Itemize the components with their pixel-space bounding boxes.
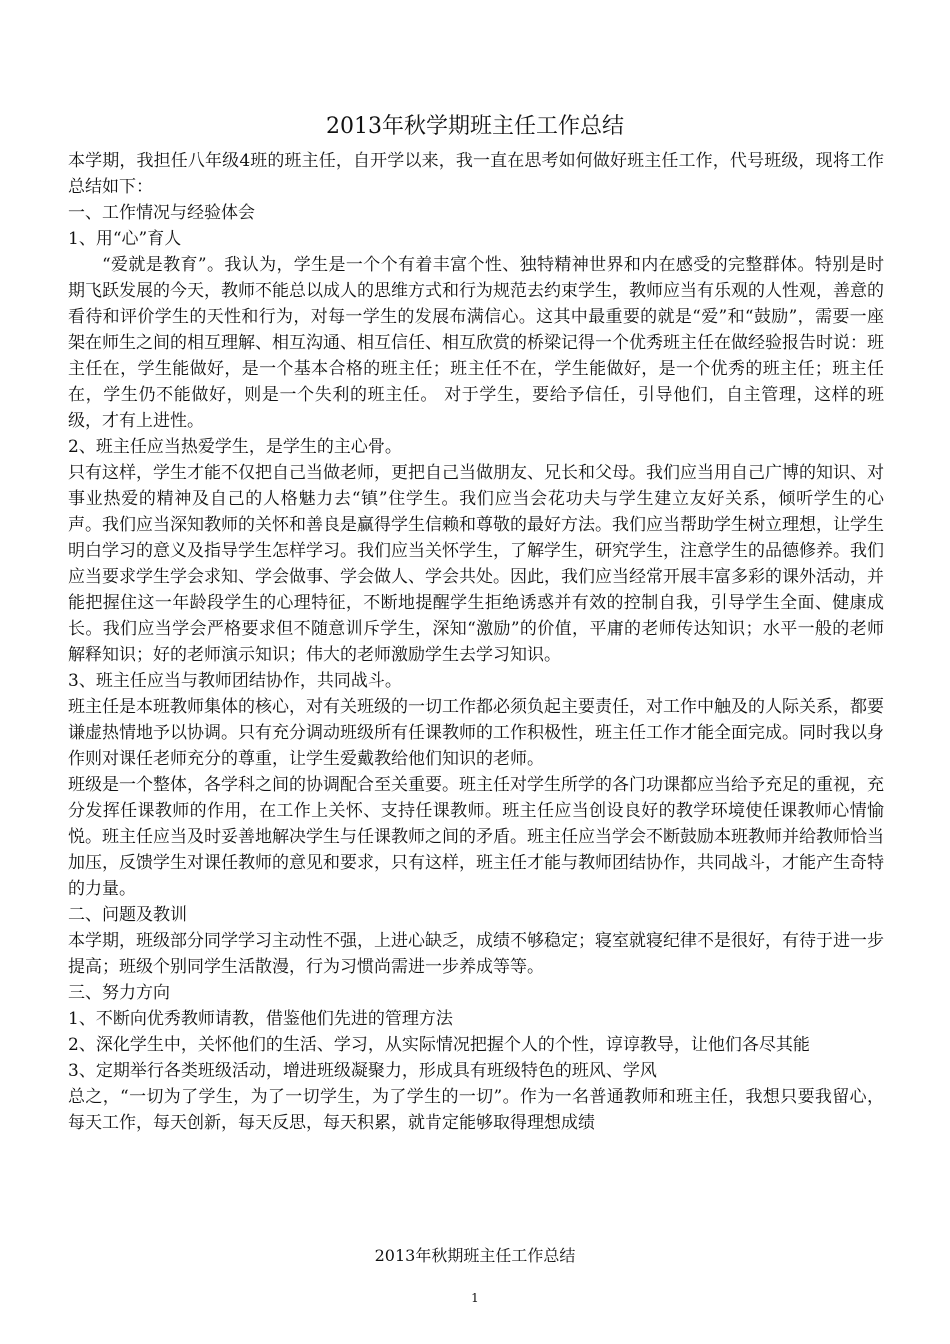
- conclusion-paragraph: 总之，“一切为了学生，为了一切学生，为了学生的一切”。作为一名普通教师和班主任，我想只要我留心，每天工作，每天创新，每天反思，每天积累，就肯定能够取得理想成绩: [68, 1087, 884, 1133]
- direction-item-1: 1、不断向优秀教师请教，借鉴他们先进的管理方法: [68, 1009, 453, 1029]
- section-heading-1: 一、工作情况与经验体会: [68, 203, 255, 223]
- body-paragraph-teacher-core: 班主任是本班教师集体的核心，对有关班级的一切工作都必须负起主要责任，对工作中触及的人际关系，都要谦虚热情地予以协调。只有充分调动班级所有任课教师的工作积极性，班主任工作才能全面完成。同时我以身作则对课任老师充分的尊重，让学生爱戴教给他们知识的老师。: [68, 697, 884, 769]
- body-paragraph-love-education: “爱就是教育”。我认为，学生是一个个有着丰富个性、独特精神世界和内在感受的完整群体。特别是时期飞跃发展的今天，教师不能总以成人的思维方式和行为规范去约束学生，教师应当有乐观的人性观，善意的看待和评价学生的天性和行为，对每一学生的发展布满信心。这其中最重要的就是“爱”和“鼓励”，需要一座架在师生之间的相互理解、相互沟通、相互信任、相互欣赏的桥梁记得一个优秀班主任在做经验报告时说：班主任在，学生能做好，是一个基本合格的班主任；班主任不在，学生能做好，是一个优秀的班主任；班主任在，学生仍不能做好，则是一个失利的班主任。 对于学生，要给予信任，引导他们，自主管理，这样的班级，才有上进性。: [68, 255, 884, 431]
- section-heading-2: 二、问题及教训: [68, 905, 187, 925]
- document-title: 2013年秋学期班主任工作总结: [326, 114, 624, 139]
- body-paragraph-problems: 本学期，班级部分同学学习主动性不强，上进心缺乏，成绩不够稳定；寝室就寝纪律不是很好，有待于进一步提高；班级个别同学生活散漫，行为习惯尚需进一步养成等等。: [68, 931, 884, 977]
- subheading-2: 2、班主任应当热爱学生，是学生的主心骨。: [68, 437, 402, 457]
- direction-item-2: 2、深化学生中，关怀他们的生活、学习，从实际情况把握个人的个性，谆谆教导，让他们各尽其能: [68, 1035, 810, 1055]
- page-number: 1: [471, 1291, 479, 1305]
- document-body: [68, 148, 884, 1136]
- footer-title: 2013年秋期班主任工作总结: [374, 1246, 576, 1265]
- subheading-3: 3、班主任应当与教师团结协作，共同战斗。: [68, 671, 402, 691]
- direction-item-3: 3、定期举行各类班级活动，增进班级凝聚力，形成具有班级特色的班风、学风: [68, 1061, 657, 1081]
- section-heading-3: 三、努力方向: [68, 983, 170, 1003]
- subheading-1: 1、用“心”育人: [68, 229, 182, 249]
- body-paragraph-love-students: 只有这样，学生才能不仅把自己当做老师，更把自己当做朋友、兄长和父母。我们应当用自己广博的知识、对事业热爱的精神及自己的人格魅力去“镇”住学生。我们应当会花功夫与学生建立友好关系，倾听学生的心声。我们应当深知教师的关怀和善良是赢得学生信赖和尊敬的最好方法。我们应当帮助学生树立理想，让学生明白学习的意义及指导学生怎样学习。我们应当关怀学生，了解学生，研究学生，注意学生的品德修养。我们应当要求学生学会求知、学会做事、学会做人、学会共处。因此，我们应当经常开展丰富多彩的课外活动，并能把握住这一年龄段学生的心理特征，不断地提醒学生拒绝诱惑并有效的控制自我，引导学生全面、健康成长。我们应当学会严格要求但不随意训斥学生，深知“激励”的价值，平庸的老师传达知识；水平一般的老师解释知识；好的老师演示知识；伟大的老师激励学生去学习知识。: [68, 463, 884, 665]
- body-paragraph-class-whole: 班级是一个整体，各学科之间的协调配合至关重要。班主任对学生所学的各门功课都应当给予充足的重视，充分发挥任课教师的作用，在工作上关怀、支持任课教师。班主任应当创设良好的教学环境使任课教师心情愉悦。班主任应当及时妥善地解决学生与任课教师之间的矛盾。班主任应当学会不断鼓励本班教师并给教师恰当加压，反馈学生对课任教师的意见和要求，只有这样，班主任才能与教师团结协作，共同战斗，才能产生奇特的力量。: [68, 775, 884, 899]
- intro-paragraph: 本学期，我担任八年级4班的班主任，自开学以来，我一直在思考如何做好班主任工作，代号班级，现将工作总结如下：: [68, 151, 884, 197]
